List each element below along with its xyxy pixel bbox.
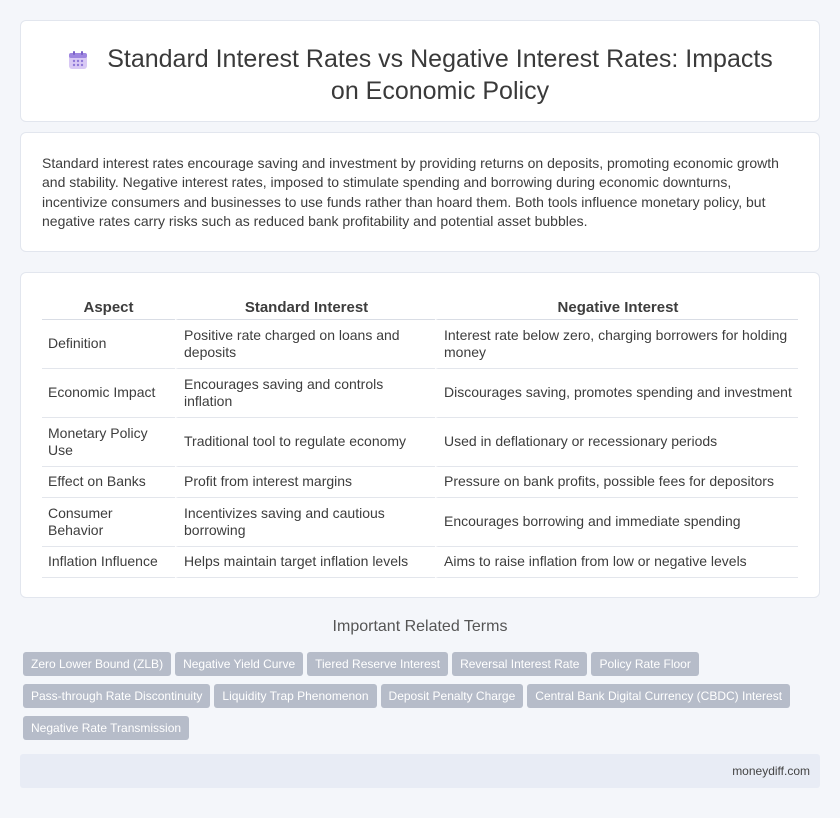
table-cell: Discourages saving, promotes spending and investment <box>435 369 798 418</box>
comparison-table <box>42 297 798 578</box>
table-cell: Encourages saving and controls inflation <box>175 369 435 418</box>
term-tag[interactable]: Deposit Penalty Charge <box>381 684 524 708</box>
table-row <box>42 547 798 578</box>
summary-card <box>20 132 820 252</box>
term-tag[interactable]: Central Bank Digital Currency (CBDC) Interest <box>527 684 790 708</box>
table-cell: Effect on Banks <box>42 467 175 498</box>
table-cell: Consumer Behavior <box>42 498 175 547</box>
term-tag[interactable]: Liquidity Trap Phenomenon <box>214 684 376 708</box>
related-terms-title: Important Related Terms <box>332 618 508 635</box>
table-cell: Pressure on bank profits, possible fees for depositors <box>435 467 798 498</box>
table-row <box>42 320 798 369</box>
table-cell: Inflation Influence <box>42 547 175 578</box>
table-cell: Aims to raise inflation from low or negative levels <box>435 547 798 578</box>
term-tag[interactable]: Zero Lower Bound (ZLB) <box>23 652 171 676</box>
header-standard: Standard Interest <box>175 297 435 320</box>
term-tag[interactable]: Pass-through Rate Discontinuity <box>23 684 210 708</box>
summary-text: Standard interest rates encourage saving and investment by providing returns on deposits, promoting economic growth and stability. Negative interest rates, imposed to stimulate spending and borrowing during economic downturns, incentivize consumers and businesses to use funds rather than hoard them. Both tools influence monetary policy, but negative rates carry risks such as reduced bank profitability and potential asset bubbles. <box>42 155 779 230</box>
related-terms-list <box>23 652 813 748</box>
table-row <box>42 498 798 547</box>
table-row <box>42 369 798 418</box>
term-tag[interactable]: Reversal Interest Rate <box>452 652 587 676</box>
table-cell: Positive rate charged on loans and deposits <box>175 320 435 369</box>
table-cell: Economic Impact <box>42 369 175 418</box>
table-cell: Encourages borrowing and immediate spending <box>435 498 798 547</box>
table-cell: Traditional tool to regulate economy <box>175 418 435 467</box>
table-header-row <box>42 297 798 320</box>
table-cell: Monetary Policy Use <box>42 418 175 467</box>
comparison-card <box>20 272 820 598</box>
table-cell: Used in deflationary or recessionary periods <box>435 418 798 467</box>
page-title: Standard Interest Rates vs Negative Interest Rates: Impacts on Economic Policy <box>107 45 773 105</box>
term-tag[interactable]: Tiered Reserve Interest <box>307 652 448 676</box>
table-row <box>42 418 798 467</box>
footer <box>20 754 820 788</box>
footer-site-link[interactable]: moneydiff.com <box>732 764 810 778</box>
term-tag[interactable]: Policy Rate Floor <box>591 652 698 676</box>
table-cell: Definition <box>42 320 175 369</box>
table-cell: Incentivizes saving and cautious borrowing <box>175 498 435 547</box>
title-card <box>20 20 820 122</box>
table-cell: Interest rate below zero, charging borrowers for holding money <box>435 320 798 369</box>
table-row <box>42 467 798 498</box>
header-negative: Negative Interest <box>435 297 798 320</box>
term-tag[interactable]: Negative Yield Curve <box>175 652 303 676</box>
table-cell: Helps maintain target inflation levels <box>175 547 435 578</box>
table-cell: Profit from interest margins <box>175 467 435 498</box>
term-tag[interactable]: Negative Rate Transmission <box>23 716 189 740</box>
header-aspect: Aspect <box>42 297 175 320</box>
